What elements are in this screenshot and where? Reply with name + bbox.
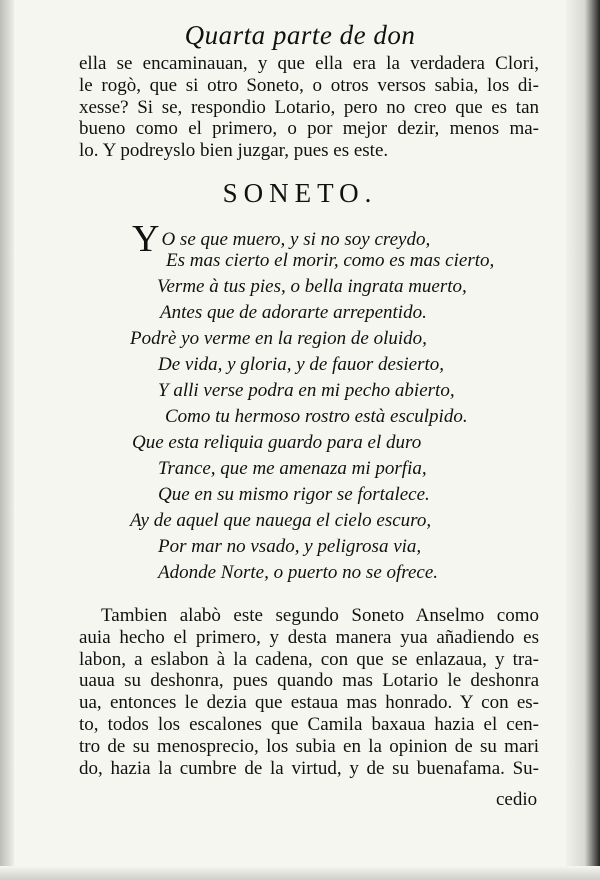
text-line: ua, entonces le dezia que estaua mas honrado. Y con es-	[79, 692, 539, 714]
verse-line: Ay de aquel que nauega el cielo escuro,	[130, 510, 432, 531]
text-line: ella se encaminauan, y que ella era la verdadera Clori,	[79, 53, 539, 74]
verse-line: Antes que de adorarte arrepentido.	[160, 302, 427, 323]
verse-line: Verme à tus pies, o bella ingrata muerto,	[157, 276, 467, 297]
text-line: to, todos los escalones que Camila baxaua hazia el cen-	[79, 713, 539, 735]
page-gutter-shadow	[0, 0, 14, 880]
sonnet-title: SONETO.	[222, 178, 378, 208]
page-edge-shadow	[566, 0, 600, 880]
text-line: le rogò, que si otro Soneto, o otros versos sabia, los di-	[79, 74, 539, 96]
verse-line: Por mar no vsado, y peligrosa via,	[158, 536, 422, 557]
verse-line: Podrè yo verme en la region de oluido,	[130, 328, 427, 349]
text-line: bueno como el primero, o por mejor dezir, menos ma-	[79, 118, 539, 140]
closing-paragraph	[79, 605, 539, 779]
text-line: auia hecho el primero, y desta manera yua añadiendo es	[79, 626, 539, 648]
verse-line: Y alli verse podra en mi pecho abierto,	[158, 380, 455, 401]
intro-paragraph	[79, 53, 539, 162]
drop-cap: Y	[132, 218, 160, 260]
verse-line: Trance, que me amenaza mi porfia,	[158, 458, 427, 479]
text-line: lo. Y podreyslo bien juzgar, pues es este.	[79, 140, 389, 162]
running-head: Quarta parte de don	[184, 20, 416, 50]
text-line: Tambien alabò este segundo Soneto Anselmo como	[101, 605, 539, 626]
text-line: xesse? Si se, respondio Lotario, pero no creo que es tan	[79, 96, 539, 118]
verse-text: O se que muero, y si no soy creydo,	[161, 229, 431, 250]
verse-line: Que en su mismo rigor se fortalece.	[158, 484, 430, 505]
verse-line: Como tu hermoso rostro està esculpido.	[165, 406, 468, 427]
text-line: do, hazia la cumbre de la virtud, y de su buenafama. Su-	[79, 757, 539, 779]
text-line: uaua su deshonra, pues quando mas Lotario le deshonra	[79, 670, 539, 692]
verse-line: Que esta reliquia guardo para el duro	[132, 432, 422, 453]
text-line: tro de su menosprecio, los subia en la opinion de su mari	[79, 735, 539, 757]
verse-line: Adonde Norte, o puerto no se ofrece.	[158, 562, 439, 583]
catchword: cedio	[496, 789, 538, 810]
verse-line: De vida, y gloria, y de fauor desierto,	[158, 354, 445, 375]
verse-line: Es mas cierto el morir, como es mas cierto,	[166, 250, 495, 271]
text-line: labon, a eslabon à la cadena, con que se enlazaua, y tra-	[79, 648, 539, 670]
page-bottom-shadow	[0, 866, 600, 880]
